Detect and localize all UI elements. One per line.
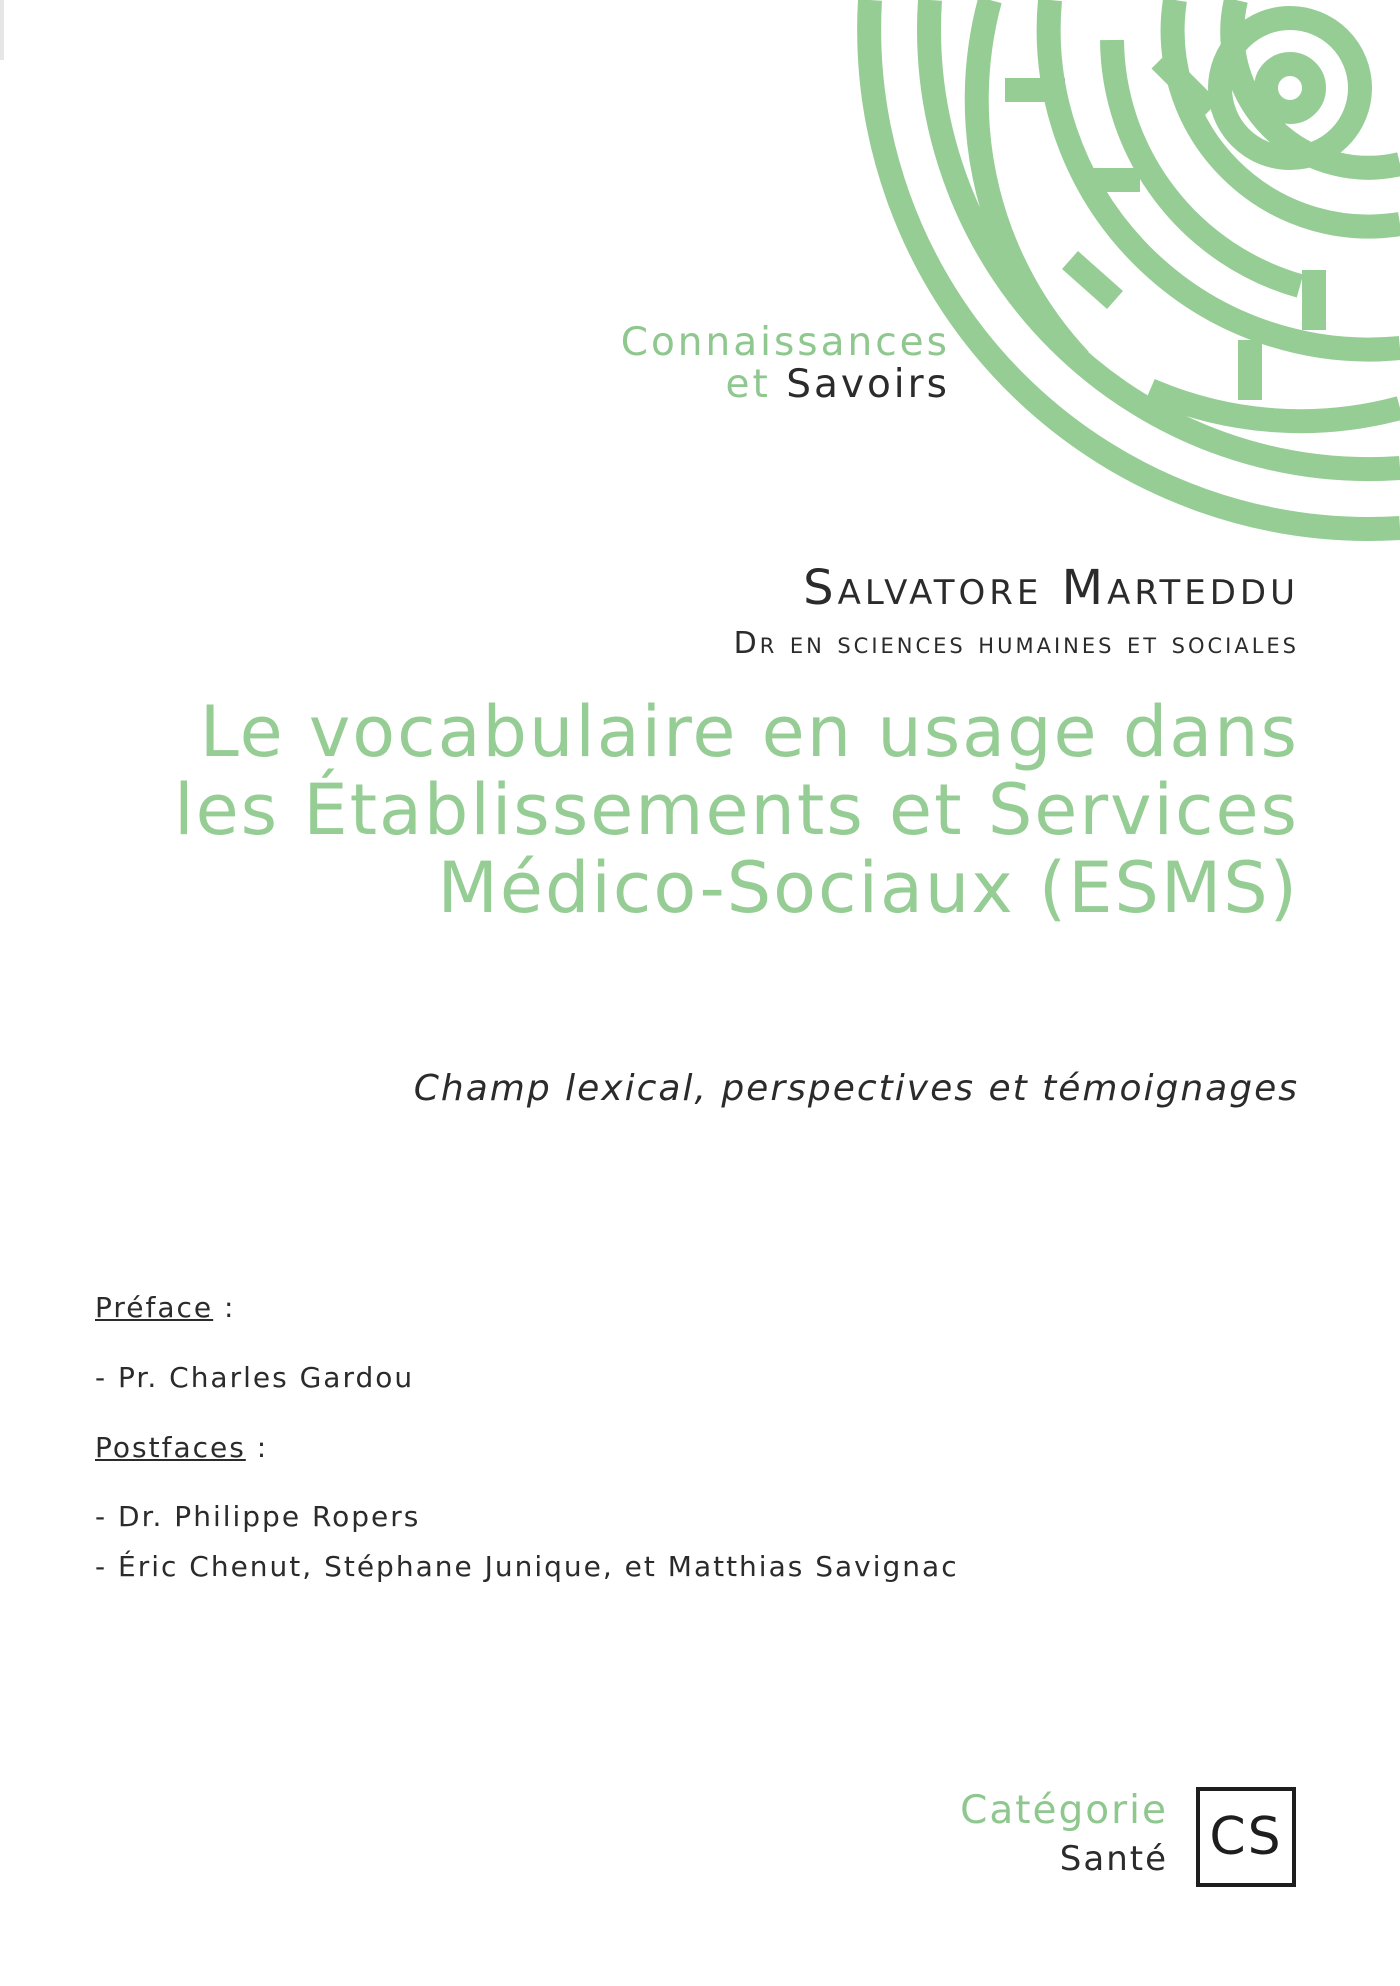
postface-label: Postfaces xyxy=(95,1431,246,1464)
postface-item: - Éric Chenut, Stéphane Junique, et Matthias Savignac xyxy=(95,1550,959,1583)
publisher-brand xyxy=(621,322,950,406)
maze-labyrinth-icon xyxy=(0,0,1400,560)
preface-colon: : xyxy=(213,1291,236,1324)
publisher-line-2: et Savoirs xyxy=(725,362,950,407)
postface-colon: : xyxy=(245,1431,269,1464)
publisher-line-1: Connaissances xyxy=(620,320,950,365)
category-block xyxy=(960,1787,1168,1883)
author-name: Salvatore Marteddu xyxy=(803,560,1299,616)
postface-item: - Dr. Philippe Ropers xyxy=(95,1500,421,1533)
book-subtitle: Champ lexical, perspectives et témoignages xyxy=(413,1068,1299,1109)
title-line: Le vocabulaire en usage dans xyxy=(199,691,1299,773)
title-line: Médico-Sociaux (ESMS) xyxy=(437,847,1299,929)
book-title xyxy=(119,693,1299,927)
preface-item: - Pr. Charles Gardou xyxy=(95,1361,415,1394)
category-value: Santé xyxy=(1059,1839,1168,1879)
preface-label: Préface xyxy=(95,1291,214,1324)
category-logo: CS xyxy=(1196,1787,1296,1887)
title-line: les Établissements et Services xyxy=(174,769,1299,851)
author-credential: Dr en sciences humaines et sociales xyxy=(733,626,1299,661)
postface-heading xyxy=(95,1431,268,1464)
category-label: Catégorie xyxy=(960,1788,1168,1833)
preface-heading xyxy=(95,1291,236,1324)
